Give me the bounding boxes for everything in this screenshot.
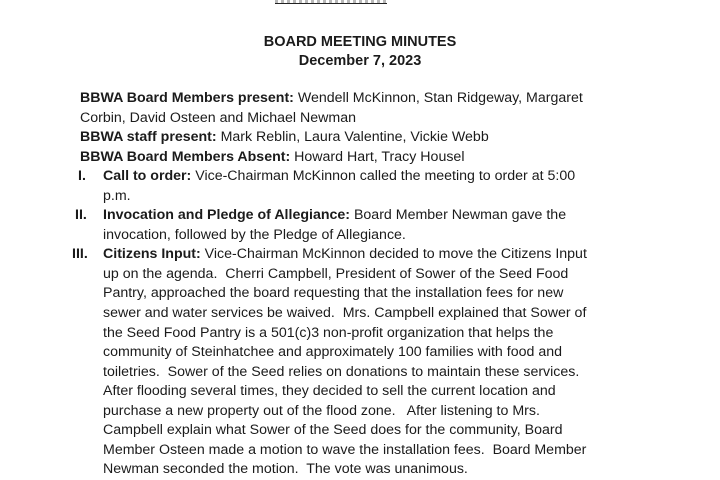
item-line: sewer and water services be waived. Mrs. Campbell explained that Sower of bbox=[103, 305, 587, 322]
item-numeral: I. bbox=[78, 168, 86, 185]
item-line bbox=[103, 167, 640, 187]
item-numeral: III. bbox=[72, 246, 88, 263]
attendance-board-present-cont: Corbin, David Osteen and Michael Newman bbox=[80, 109, 356, 126]
item-line: toiletries. Sower of the Seed relies on donations to maintain these services. bbox=[103, 363, 580, 380]
agenda-item-call-to-order bbox=[80, 167, 640, 206]
item-line: invocation, followed by the Pledge of Allegiance. bbox=[103, 226, 406, 243]
item-line: Member Osteen made a motion to wave the installation fees. Board Member bbox=[103, 441, 587, 458]
item-line: Campbell explain what Sower of the Seed does for the community, Board bbox=[103, 422, 563, 439]
attendance-board-absent bbox=[80, 148, 640, 168]
attendance-text: Wendell McKinnon, Stan Ridgeway, Margaret bbox=[293, 90, 583, 106]
attendance-text: Mark Reblin, Laura Valentine, Vickie Webb bbox=[216, 129, 489, 146]
minutes-body bbox=[72, 89, 640, 480]
item-line: Pantry, approached the board requesting that the installation fees for new bbox=[103, 285, 564, 302]
item-line bbox=[103, 206, 640, 226]
item-text: Vice-Chairman McKinnon decided to move the Citizens Input bbox=[200, 246, 587, 263]
item-line: After flooding several times, they decided to sell the current location and bbox=[103, 383, 556, 400]
item-heading: Invocation and Pledge of Allegiance: bbox=[103, 207, 351, 224]
attendance-staff-present bbox=[80, 128, 640, 148]
agenda-item-citizens-input bbox=[72, 245, 640, 480]
attendance-text: Howard Hart, Tracy Housel bbox=[290, 148, 465, 165]
attendance-label: BBWA staff present: bbox=[80, 129, 217, 146]
item-line: community of Steinhatchee and approximately 100 families with food and bbox=[103, 344, 562, 361]
agenda-item-invocation bbox=[75, 206, 640, 245]
item-line: the Seed Food Pantry is a 501(c)3 non-profit organization that helps the bbox=[103, 324, 554, 341]
attendance-label: BBWA Board Members Absent: bbox=[80, 148, 291, 165]
item-line: up on the agenda. Cherri Campbell, President of Sower of the Seed Food bbox=[103, 265, 569, 282]
item-numeral: II. bbox=[75, 207, 87, 224]
item-line: Newman seconded the motion. The vote was unanimous. bbox=[103, 461, 468, 478]
item-line: purchase a new property out of the flood zone. After listening to Mrs. bbox=[103, 402, 540, 419]
meeting-date: December 7, 2023 bbox=[298, 53, 422, 69]
item-text: Board Member Newman gave the bbox=[350, 207, 567, 224]
attendance-label: BBWA Board Members present: bbox=[80, 90, 294, 106]
item-heading: Citizens Input: bbox=[103, 246, 201, 263]
attendance-board-present bbox=[80, 89, 640, 109]
item-heading: Call to order: bbox=[103, 168, 192, 185]
item-line: p.m. bbox=[103, 187, 131, 204]
item-line bbox=[103, 245, 640, 265]
item-text: Vice-Chairman McKinnon called the meeting to order at 5:00 bbox=[191, 168, 576, 185]
header-email-cropped bbox=[275, 0, 387, 4]
document-title: BOARD MEETING MINUTES bbox=[263, 34, 457, 50]
